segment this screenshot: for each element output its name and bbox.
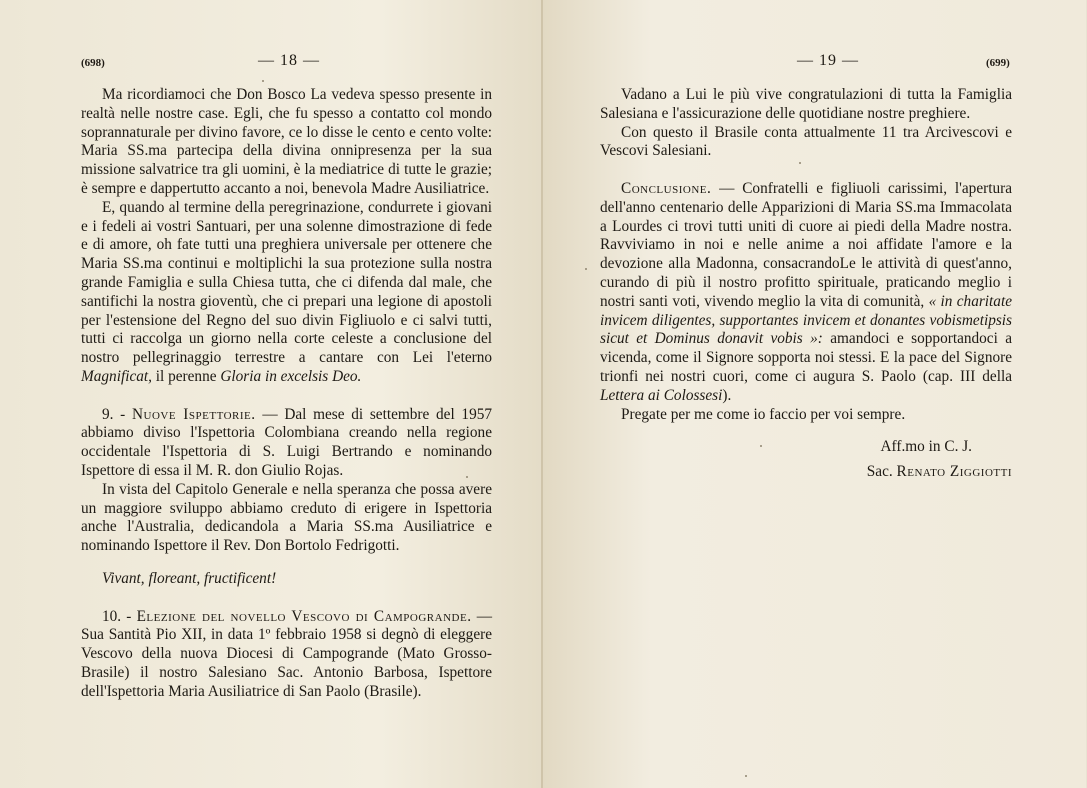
left-folio: (698) — [81, 57, 105, 69]
left-page — [0, 0, 543, 788]
right-page-number: — 19 — — [797, 52, 859, 69]
perenne-text: il perenne — [155, 367, 217, 385]
section-10-heading: Elezione del novello Vescovo di Campogrande. — [136, 607, 472, 625]
section-9-heading: Nuove Ispettorie. — [132, 405, 256, 423]
conclusion-heading: Conclusione. — [621, 179, 712, 197]
right-body-text — [600, 86, 1012, 482]
speck — [799, 162, 801, 164]
conclusion-text-1: — Confratelli e figliuoli carissimi, l'apertura dell'anno centenario delle Apparizioni di Maria SS.ma Immacolata a Lourdes ci trovi tutti uniti di cuore ai piedi della Madre nostra. Ravviviamo in noi e nelle anime a noi affidate l'amore e la devozione alla Madonna, consacrandoLe le attività di quest'anno, curando di più il nostro profitto spirituale, praticando meglio i nostri santi voti, vivendo meglio la vita di comunità, — [600, 179, 1012, 310]
signature-line-1: Aff.mo in C. J. — [880, 438, 972, 456]
section-9-paragraph-2: In vista del Capitolo Generale e nella speranza che possa avere un maggiore sviluppo abbiamo creduto di erigere in Ispettoria anche l'Australia, dedicandola a Maria SS.ma Ausiliatrice e nominando Ispettore il Rev. Don Bortolo Fedrigotti. — [81, 480, 492, 555]
section-9-motto — [81, 570, 492, 589]
letter-title-italic: Lettera ai Colossesi — [600, 386, 723, 404]
section-10-paragraph — [81, 608, 492, 702]
signature-line-2 — [600, 463, 1012, 482]
left-page-number: — 18 — — [258, 52, 320, 69]
signature-title: Sac. — [866, 463, 893, 481]
speck — [466, 476, 468, 478]
left-paragraph-2-text: E, quando al termine della peregrinazione, condurrete i giovani e i fedeli ai vostri Santuari, per una solenne dimostrazione di fede e di amore, oh fate tutti una preghiera universale per ottenere che Maria SS.ma continui e moltiplichi la sua protezione sulla nostra grande Famiglia e sulla Chiesa tutta, che ci difenda dal male, che santifichi la nostra gioventù, che ci prepari una legione di apostoli per l'estensione del Regno del suo divin Figliuolo e ci salvi tutti, tutti ci raccolga un giorno nella corte celeste a conclusione del nostro pellegrinaggio terrestre a cantare con Lei l'eterno — [81, 198, 492, 367]
section-9-number: 9. - — [102, 405, 126, 423]
left-body-text — [81, 86, 492, 702]
magnificat-italic: Magnificat, — [81, 367, 152, 385]
speck — [760, 445, 762, 447]
conclusion-text-2: amandoci e sopportandoci a vicenda, come il Signore sopporta noi stessi. E la pace del Signore trionfi nei nostri cuori, come ci augura S. Paolo (cap. III della — [600, 330, 1012, 385]
motto-italic: Vivant, floreant, fructificent! — [102, 569, 277, 587]
left-paragraph-2 — [81, 199, 492, 387]
latin-quote: « in charitate invicem diligentes, supportantes invicem et donantes vobismetipsis sicut et Dominus donavit vobis »: — [600, 292, 1012, 348]
right-folio: (699) — [986, 57, 1010, 69]
section-10-text: — Sua Santità Pio XII, in data 1º febbraio 1958 si degnò di eleggere Vescovo della nuova Diocesi di Campogrande (Mato Grosso-Brasile) il nostro Salesiano Sac. Antonio Barbosa, Ispettore dell'Ispettoria Maria Ausiliatrice di San Paolo (Brasile). — [81, 607, 492, 700]
conclusion-end: ). — [722, 386, 732, 404]
speck — [585, 268, 587, 270]
right-paragraph-2: Con questo il Brasile conta attualmente 11 tra Arcivescovi e Vescovi Salesiani. — [600, 123, 1012, 160]
speck — [745, 775, 747, 777]
section-9-text: — Dal mese di settembre del 1957 abbiamo diviso l'Ispettoria Colombiana creando nella regione occidentale l'Ispettoria di S. Luigi Bertrando e nominando Ispettore di essa il M. R. don Giulio Rojas. — [81, 405, 493, 479]
closing-line: Pregate per me come io faccio per voi sempre. — [621, 405, 906, 423]
conclusion-paragraph — [600, 180, 1012, 406]
section-9-paragraph — [81, 406, 492, 481]
left-paragraph-1: Ma ricordiamoci che Don Bosco La vedeva spesso presente in realtà nelle nostre case. Egli, che fu spesso a contatto col mondo soprannaturale per divino favore, ce lo disse le cento e cento volte: Maria SS.ma partecipa della divina onnipresenza per la sua missione salvatrice tra gli uomini, è la mediatrice di tutte le grazie; è sempre e dappertutto accanto a noi, benevola Madre Ausiliatrice. — [81, 86, 492, 197]
gloria-italic: Gloria in excelsis Deo. — [220, 367, 362, 385]
speck — [262, 80, 264, 82]
section-10-number: 10. - — [102, 607, 132, 625]
signature-name: Renato Ziggiotti — [896, 463, 1012, 481]
right-paragraph-1: Vadano a Lui le più vive congratulazioni di tutta la Famiglia Salesiana e l'assicurazione delle quotidiane nostre preghiere. — [600, 86, 1012, 122]
